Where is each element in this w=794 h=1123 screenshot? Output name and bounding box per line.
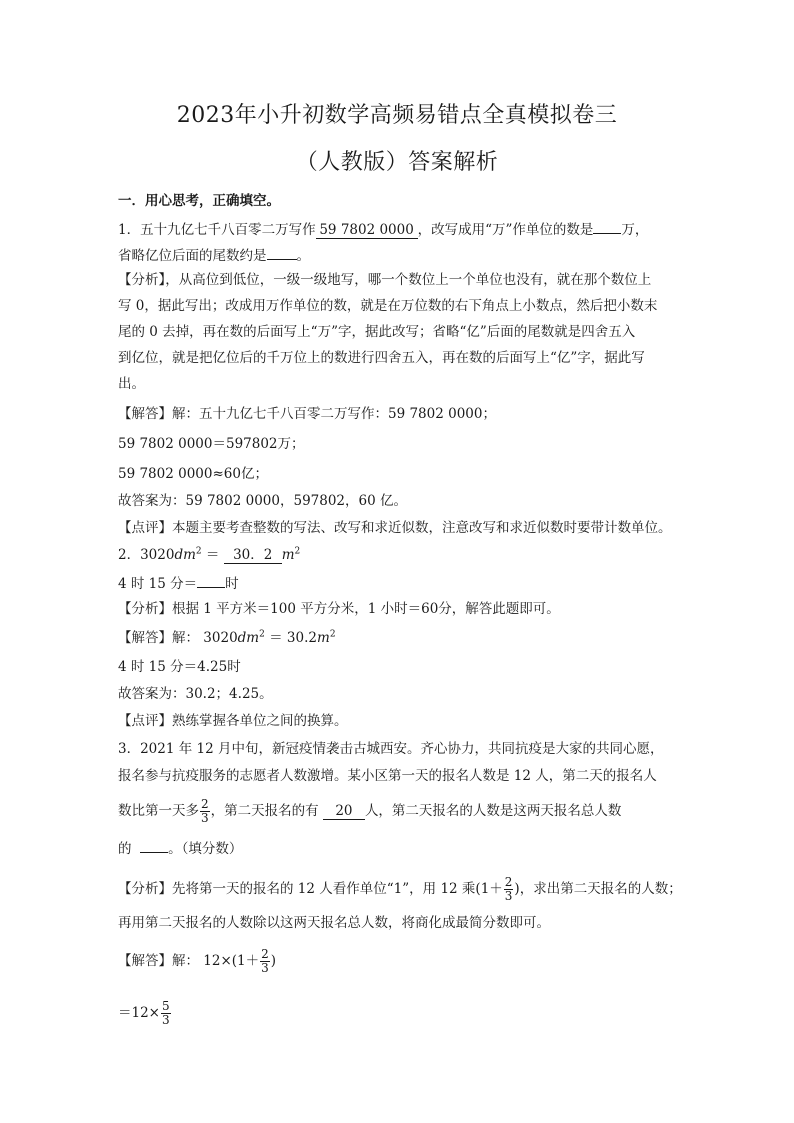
answer-blank — [197, 573, 225, 588]
fraction-numerator: 2 — [201, 797, 209, 811]
question-2-solution-2: 4 时 15 分＝4.25时 — [118, 659, 241, 675]
solution-label: 【解答】解： — [118, 630, 199, 646]
question-2-prefix: 2．3020 — [118, 547, 175, 563]
fraction-denominator: 3 — [261, 961, 269, 975]
unit-exponent: 2 — [259, 629, 265, 640]
question-1-analysis-2: 写 0，据此写出；改成用万作单位的数，就是在万位数的右下角点上小数点，然后把小数末 — [118, 298, 658, 314]
question-1-text-b: ，改写成用“万”作单位的数是 — [417, 222, 594, 238]
question-1-analysis-1: 【分析】，从高位到低位，一级一级地写，哪一个数位上一个单位也没有，就在那个数位上 — [118, 272, 652, 288]
question-3-solution-2 — [118, 1000, 678, 1027]
question-2-analysis: 【分析】根据 1 平方米＝100 平方分米，1 小时＝60分，解答此题即可。 — [118, 601, 560, 617]
question-2-answer-1: 30．2 — [224, 547, 282, 564]
equals-sign: ＝ — [201, 547, 224, 563]
solution-expr: 12×(1＋ — [203, 953, 260, 969]
question-3-text-e: 。（填分数） — [168, 841, 243, 857]
question-2-text-b: 时 — [225, 576, 239, 592]
fraction-numerator: 2 — [261, 947, 269, 961]
question-1-solution-1: 【解答】解：五十九亿七千八百零二万写作：59 7802 0000； — [118, 406, 496, 422]
question-1-text-e: 。 — [296, 248, 310, 264]
solution-expr-close: ) — [270, 953, 277, 969]
unit-dm: dm — [174, 547, 196, 563]
unit-exponent: 2 — [195, 546, 202, 557]
unit-m: m — [317, 630, 330, 646]
question-3-line-4 — [118, 838, 678, 858]
analysis-expr-close: ) — [514, 881, 520, 897]
question-2-line-1 — [118, 546, 678, 564]
question-1-text-a: 1．五十九亿七千八百零二万写作 — [118, 222, 316, 238]
question-2-solution-1 — [118, 629, 678, 647]
fraction-denominator: 3 — [201, 811, 209, 825]
question-1-line-2 — [118, 245, 678, 265]
question-1-text-c: 万， — [621, 222, 649, 238]
question-3-text-b: ，第二天报名的有 — [210, 803, 319, 819]
unit-exponent: 2 — [294, 546, 301, 557]
question-2-solution-3: 故答案为：30.2；4.25。 — [118, 686, 273, 702]
question-1-answer-1: 59 7802 0000 — [316, 222, 418, 239]
fraction-denominator: 3 — [162, 1013, 170, 1027]
question-1-text-d: 省略亿位后面的尾数约是 — [118, 248, 267, 264]
question-1-analysis-3: 尾的 0 去掉，再在数的后面写上“万”字，据此改写；省略“亿”后面的尾数就是四舍五入 — [118, 324, 636, 340]
unit-exponent: 2 — [329, 629, 336, 640]
document-title: 2023年小升初数学高频易错点全真模拟卷三 — [176, 103, 618, 128]
question-3-answer-1: 20 — [323, 803, 365, 820]
question-1-solution-3: 59 7802 0000≈60亿； — [118, 466, 268, 482]
question-2-text-a: 4 时 15 分＝ — [118, 576, 198, 592]
question-3-solution-1 — [118, 948, 678, 975]
analysis-expr-open: (1＋ — [475, 881, 503, 897]
question-2-line-2 — [118, 573, 678, 593]
fraction — [504, 876, 514, 903]
question-2-comment: 【点评】熟练掌握各单位之间的换算。 — [118, 713, 348, 729]
solution-label: 【解答】解： — [118, 953, 199, 969]
section-heading: 一．用心思考，正确填空。 — [118, 193, 280, 209]
solution-value: 3020 — [203, 630, 238, 646]
fraction — [161, 1000, 171, 1027]
question-3-line-1: 3．2021 年 12 月中旬，新冠疫情袭击古城西安。齐心协力，共同抗疫是大家的共同心愿， — [118, 741, 664, 757]
answer-blank — [140, 838, 168, 853]
question-3-analysis-text-a: 【分析】先将第一天的报名的 12 人看作单位“1”，用 12 乘 — [118, 881, 476, 897]
answer-blank — [593, 219, 621, 234]
unit-m: m — [281, 547, 295, 563]
question-3-analysis-text-b: ，求出第二天报名的人数； — [519, 881, 682, 897]
question-1-solution-4: 故答案为：59 7802 0000，597802，60 亿。 — [118, 493, 407, 509]
question-1-analysis-4: 到亿位，就是把亿位后的千万位上的数进行四舍五入，再在数的后面写上“亿”字，据此写 — [118, 350, 645, 366]
question-1-line-1 — [118, 219, 678, 239]
question-3-line-2: 报名参与抗疫服务的志愿者人数激增。某小区第一天的报名人数是 12 人，第二天的报名人 — [118, 768, 657, 784]
fraction — [260, 948, 270, 975]
question-3-text-c: 人，第二天报名的人数是这两天报名总人数 — [364, 803, 622, 819]
document-subtitle: （人教版）答案解析 — [295, 150, 499, 175]
fraction-denominator: 3 — [504, 889, 513, 903]
question-3-text-a: 数比第一天多 — [118, 803, 199, 819]
question-1-analysis-5: 出。 — [118, 376, 145, 392]
question-1-solution-2: 59 7802 0000＝597802万； — [118, 436, 305, 452]
question-3-analysis-2: 再用第二天报名的人数除以这两天报名总人数，将商化成最简分数即可。 — [118, 915, 550, 931]
answer-blank — [267, 245, 297, 260]
unit-dm: dm — [237, 630, 260, 646]
question-3-line-3 — [118, 798, 678, 825]
question-3-analysis-1 — [118, 875, 682, 903]
fraction — [200, 798, 210, 825]
question-3-text-d: 的 — [118, 841, 132, 857]
fraction-numerator: 2 — [504, 875, 513, 889]
solution-result: ＝ 30.2 — [264, 630, 317, 646]
fraction-numerator: 5 — [162, 999, 170, 1013]
solution-step-prefix: ＝12× — [118, 1005, 160, 1021]
question-1-comment: 【点评】本题主要考查整数的写法、改写和求近似数，注意改写和求近似数时要带计数单位。 — [118, 520, 672, 536]
